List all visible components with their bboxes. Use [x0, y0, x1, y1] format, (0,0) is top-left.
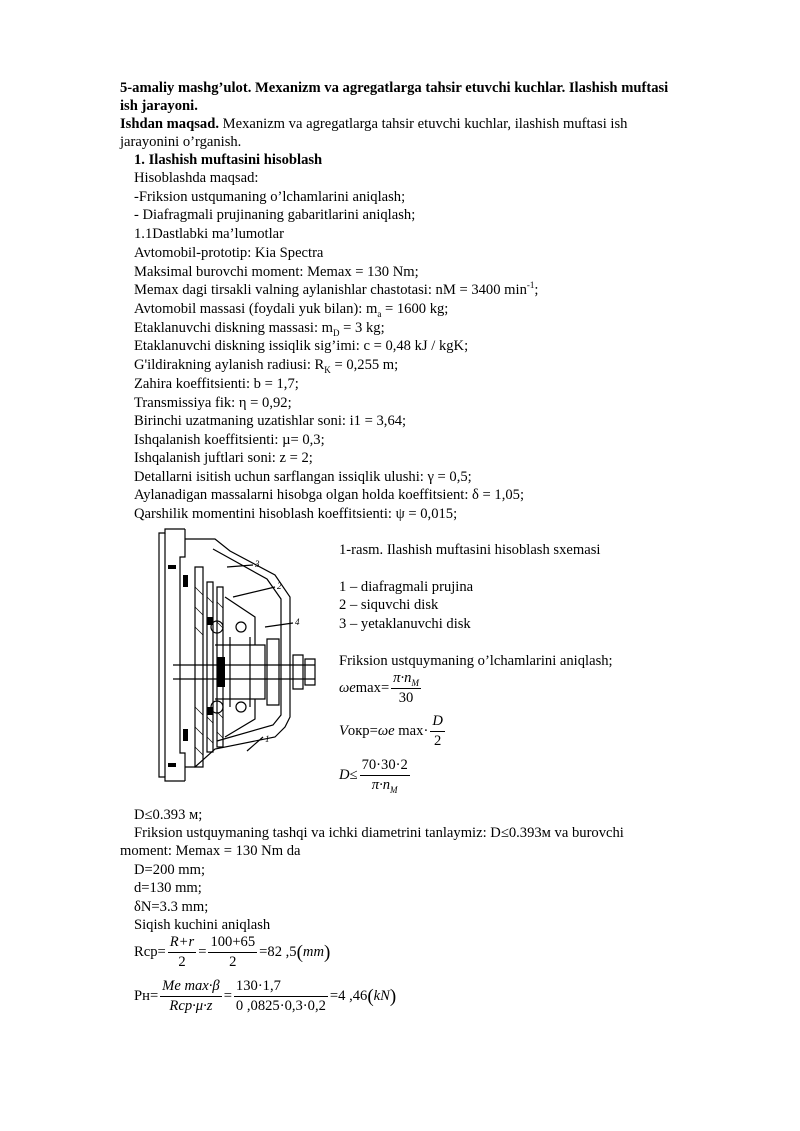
param-c: Etaklanuvchi diskning issiqlik sig’imi: c = 0,48 kJ / kgK; [134, 338, 469, 354]
clutch-diagram [155, 527, 320, 782]
param-i1: Birinchi uzatmaning uzatishlar soni: i1 = 3,64; [134, 413, 407, 429]
param-z: Ishqalanish juftlari soni: z = 2; [134, 450, 313, 466]
section-heading-1: 1. Ilashish muftasini hisoblash [134, 152, 323, 168]
legend-item-2: 2 – siquvchi disk [339, 597, 439, 613]
label-4: 4 [295, 617, 300, 627]
param-gamma: Detallarni isitish uchun sarflangan issiqlik ulushi: γ = 0,5; [134, 469, 472, 485]
param-psi: Qarshilik momentini hisoblash koeffitsienti: ψ = 0,015; [134, 506, 458, 522]
formula-omega: ωe max = $\frac{\pi\cdot n_M}{30}$ [339, 670, 419, 706]
formula-rcp: Rcp = $\frac{R+r}{2}$ = $\frac{100+65}{2}$ = 82 ,5 ( mm ) [134, 934, 331, 970]
aim-heading: Hisoblashda maqsad: [134, 170, 259, 186]
param-memax: Maksimal burovchi moment: Memax = 130 Nm; [134, 264, 419, 280]
param-prototype: Avtomobil-prototip: Kia Spectra [134, 245, 324, 261]
param-mu: Ishqalanish koeffitsienti: µ= 0,3; [134, 432, 325, 448]
d-result: D≤0.393 м; [134, 807, 203, 823]
subsection-heading: 1.1Dastlabki ma’lumotlar [134, 226, 284, 242]
choose-line-1: Friksion ustquymaning tashqi va ichki diametrini tanlaymiz: D≤0.393м va burovchi [134, 825, 624, 841]
param-nm: Memax dagi tirsakli valning aylanishlar chastotasi: nM = 3400 $\min^{-1}$; [134, 280, 539, 298]
param-delta: Aylanadigan massalarni hisobga olgan holda koeffitsient: δ = 1,05; [134, 487, 525, 503]
title-line-1: 5-amaliy mashg’ulot. Mexanizm va agregatlarga tahsir etuvchi kuchlar. Ilashish muftasi [120, 80, 669, 96]
clamp-force-heading: Siqish kuchini aniqlash [134, 917, 271, 933]
aim-item-2: - Diafragmali prujinaning gabaritlarini aniqlash; [134, 207, 416, 223]
value-dN: δN=3.3 mm; [134, 899, 209, 915]
aim-item-1: -Friksion ustqumaning o’lchamlarini aniqlash; [134, 189, 406, 205]
goal-text-1: Mexanizm va agregatlarga tahsir etuvchi kuchlar, ilashish muftasi ish [218, 116, 628, 132]
param-b: Zahira koeffitsienti: b = 1,7; [134, 376, 299, 392]
formula-diameter: D ≤ $\frac{70\cdot 30\cdot 2}{\pi\cdot n_M}$ [339, 757, 408, 795]
legend-item-1: 1 – diafragmali prujina [339, 579, 474, 595]
formula-pn: Pн = $\frac{\text{Me max·β}}{\text{Rcp·μ·z}}$ = $\frac{130\cdot 1,7}{0 ,0825\cdot 0,3\cdot 0,2}$ = 4 ,46 ( kN ) [134, 978, 397, 1014]
friction-heading: Friksion ustquymaning o’lchamlarini aniqlash; [339, 653, 613, 669]
legend-item-3: 3 – yetaklanuvchi disk [339, 616, 471, 632]
goal-line-2: jarayonini o’rganish. [120, 134, 242, 150]
value-d: d=130 mm; [134, 880, 202, 896]
goal-line-1 [120, 115, 627, 133]
param-eta: Transmissiya fik: η = 0,92; [134, 395, 292, 411]
value-D: D=200 mm; [134, 862, 206, 878]
formula-velocity: V окр = ωe max · $\frac{D}{2}$ [339, 713, 443, 749]
param-rk: G'ildirakning aylanish radiusi: $R_K = 0,255$ m; [134, 357, 399, 375]
param-ma: Avtomobil massasi (foydali yuk bilan): $m_a = 1600$ kg; [134, 301, 449, 319]
figure-caption: 1-rasm. Ilashish muftasini hisoblash sxemasi [339, 542, 601, 558]
choose-line-2: moment: Memax = 130 Nm da [120, 843, 301, 859]
label-3: 3 [255, 559, 260, 569]
label-1: 1 [265, 734, 270, 744]
param-md: Etaklanuvchi diskning massasi: $m_D = 3$ kg; [134, 320, 385, 338]
label-2: 2 [277, 581, 282, 591]
title-line-2: ish jarayoni. [120, 98, 198, 114]
goal-label: Ishdan maqsad. [120, 116, 219, 132]
